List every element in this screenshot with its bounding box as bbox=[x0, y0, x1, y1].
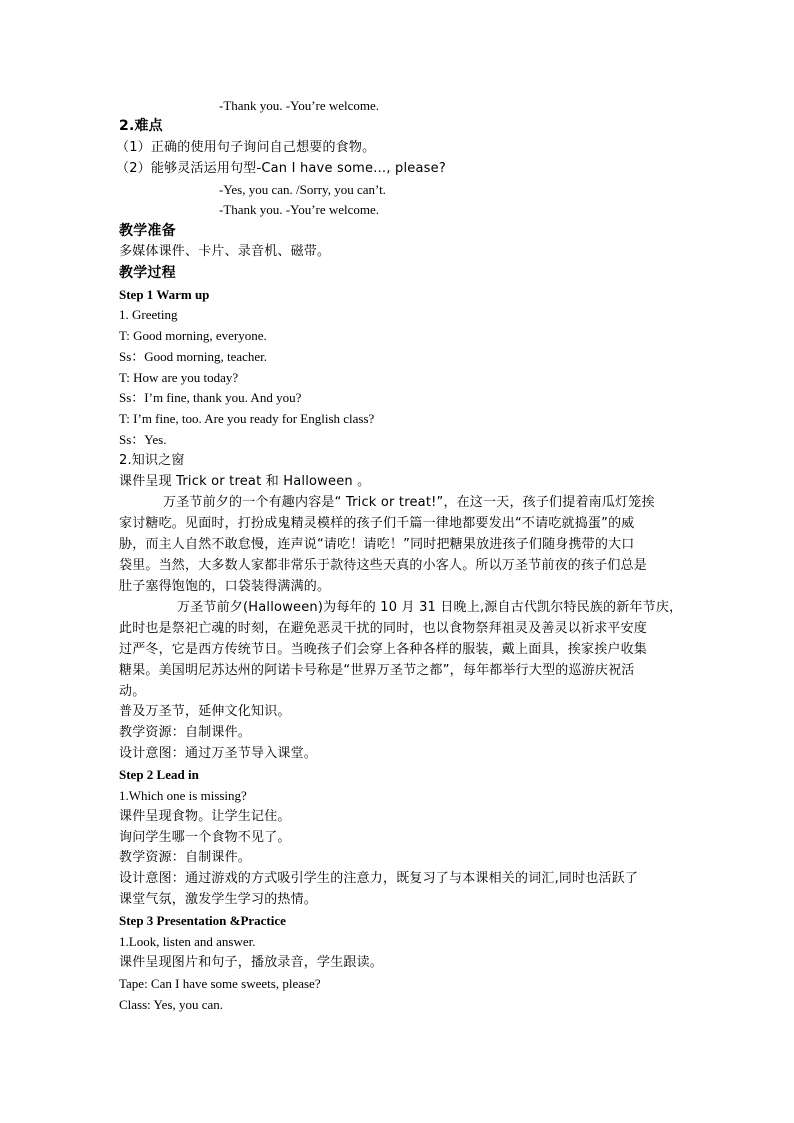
text-line: 课件呈现图片和句子，播放录音，学生跟读。 bbox=[119, 955, 384, 970]
text-line: 1. Greeting bbox=[119, 307, 178, 322]
text-line: 询问学生哪一个食物不见了。 bbox=[119, 830, 291, 845]
dialogue-line: Class: Yes, you can. bbox=[119, 997, 224, 1012]
resource-line: 教学资源：自制课件。 bbox=[119, 725, 252, 740]
preparation-text: 多媒体课件、卡片、录音机、磁带。 bbox=[119, 244, 331, 259]
step-heading-lead-in: Step 2 Lead in bbox=[119, 767, 199, 782]
text-line: 普及万圣节，延伸文化知识。 bbox=[119, 704, 291, 719]
dialogue-line: T: I’m fine, too. Are you ready for English class? bbox=[119, 411, 375, 426]
dialogue-line: -Thank you. -You’re welcome. bbox=[219, 98, 380, 113]
text-line: 课件呈现食物。让学生记住。 bbox=[119, 809, 291, 824]
dialogue-line: Ss：Yes. bbox=[119, 432, 167, 447]
paragraph-line: 家讨糖吃。见面时，打扮成鬼精灵模样的孩子们千篇一律地都要发出“不请吃就捣蛋”的威 bbox=[119, 516, 635, 531]
difficulty-item-1: （1）正确的使用句子询问自己想要的食物。 bbox=[116, 140, 376, 155]
text-line: 1.Which one is missing? bbox=[119, 788, 247, 803]
dialogue-line: Ss：Good morning, teacher. bbox=[119, 349, 268, 364]
paragraph-line: 过严冬，它是西方传统节日。当晚孩子们会穿上各种各样的服装，戴上面具，挨家挨户收集 bbox=[119, 642, 648, 657]
step-heading-presentation: Step 3 Presentation &Practice bbox=[119, 913, 286, 928]
dialogue-line: Ss：I’m fine, thank you. And you? bbox=[119, 390, 302, 405]
difficulty-item-2: （2）能够灵活运用句型-Can I have some…, please? bbox=[116, 161, 446, 176]
paragraph-line: 动。 bbox=[119, 684, 146, 699]
section-heading-preparation: 教学准备 bbox=[119, 223, 176, 239]
paragraph-line: 糖果。美国明尼苏达州的阿诺卡号称是“世界万圣节之都”，每年都举行大型的巡游庆祝活 bbox=[119, 663, 635, 678]
design-intent-line: 课堂气氛，激发学生学习的热情。 bbox=[119, 892, 318, 907]
dialogue-line: -Thank you. -You’re welcome. bbox=[219, 202, 380, 217]
dialogue-line: Tape: Can I have some sweets, please? bbox=[119, 976, 321, 991]
design-intent-line: 设计意图：通过游戏的方式吸引学生的注意力，既复习了与本课相关的词汇,同时也活跃了 bbox=[119, 871, 639, 886]
paragraph-line: 此时也是祭祀亡魂的时刻，在避免恶灵干扰的同时，也以食物祭拜祖灵及善灵以祈求平安度 bbox=[119, 621, 648, 636]
paragraph-line: 袋里。当然，大多数人家都非常乐于款待这些天真的小客人。所以万圣节前夜的孩子们总是 bbox=[119, 558, 648, 573]
section-heading-difficulty: 2.难点 bbox=[119, 118, 163, 134]
text-line: 1.Look, listen and answer. bbox=[119, 934, 256, 949]
paragraph-line: 万圣节前夕(Halloween)为每年的 10 月 31 日晚上,源自古代凯尔特民族的新年节庆， bbox=[177, 600, 683, 615]
subheading-knowledge-window: 2.知识之窗 bbox=[119, 453, 185, 468]
section-heading-process: 教学过程 bbox=[119, 265, 176, 281]
dialogue-line: -Yes, you can. /Sorry, you can’t. bbox=[219, 182, 386, 197]
design-intent-line: 设计意图：通过万圣节导入课堂。 bbox=[119, 746, 318, 761]
step-heading-warm-up: Step 1 Warm up bbox=[119, 287, 210, 302]
resource-line: 教学资源：自制课件。 bbox=[119, 850, 252, 865]
paragraph-line: 肚子塞得饱饱的，口袋装得满满的。 bbox=[119, 579, 331, 594]
paragraph-line: 万圣节前夕的一个有趣内容是“ Trick or treat!”，在这一天，孩子们提着南瓜灯笼挨 bbox=[163, 495, 655, 510]
text-line: 课件呈现 Trick or treat 和 Halloween 。 bbox=[119, 474, 371, 489]
dialogue-line: T: How are you today? bbox=[119, 370, 239, 385]
dialogue-line: T: Good morning, everyone. bbox=[119, 328, 267, 343]
paragraph-line: 胁，而主人自然不敢怠慢，连声说“请吃！请吃！”同时把糖果放进孩子们随身携带的大口 bbox=[119, 537, 635, 552]
